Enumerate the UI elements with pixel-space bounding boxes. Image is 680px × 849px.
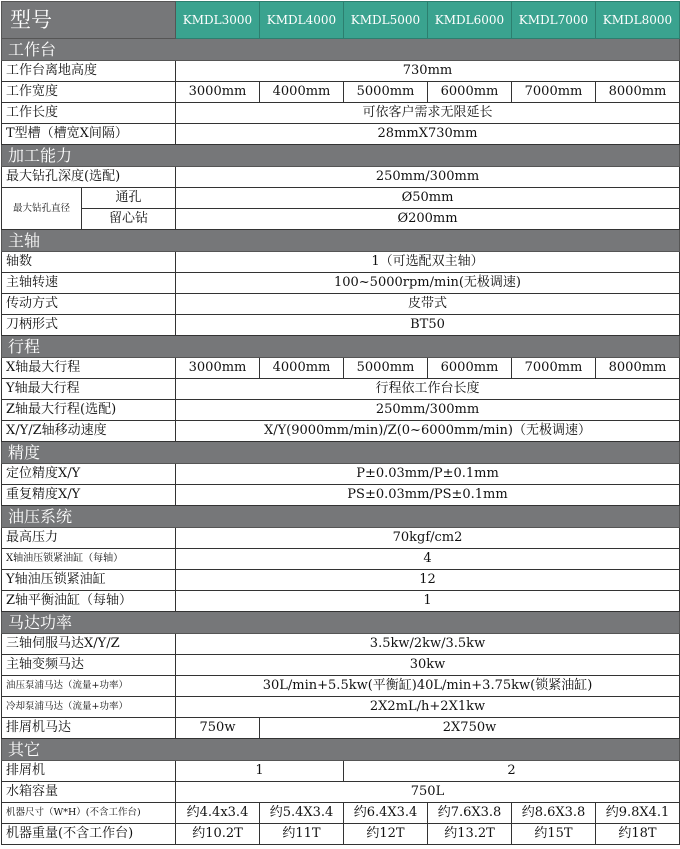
row-value: 750w [176,718,260,739]
row-label: 冷却泵浦马达（流量+功率） [2,697,176,718]
model-name: KMDL7000 [512,2,596,39]
table-row [2,273,680,294]
row-label: 工作长度 [2,103,176,124]
table-row [2,570,680,591]
row-label: 重复精度X/Y [2,485,176,506]
section-title: 精度 [2,442,680,464]
section-title: 工作台 [2,39,680,61]
table-row [2,697,680,718]
row-value: 4000mm [260,82,344,103]
section-title: 加工能力 [2,145,680,167]
row-value: 8000mm [596,82,680,103]
table-row [2,676,680,697]
row-label: Z轴最大行程(选配) [2,400,176,421]
table-row [2,485,680,506]
row-label: 排屑机马达 [2,718,176,739]
row-label: 主轴变频马达 [2,655,176,676]
table-row [2,82,680,103]
row-label: X轴油压锁紧油缸（每轴） [2,549,176,570]
row-value: BT50 [176,315,680,336]
row-value: 5000mm [344,358,428,379]
row-label: 最大钻孔直径 [2,188,82,230]
table-row [2,252,680,273]
row-value: 250mm/300mm [176,167,680,188]
row-value: 8000mm [596,358,680,379]
row-value: 3000mm [176,358,260,379]
section-header-other [2,739,680,761]
row-value: 皮带式 [176,294,680,315]
row-label: 主轴转速 [2,273,176,294]
row-label: 三轴伺服马达X/Y/Z [2,634,176,655]
row-value: 30L/min+5.5kw(平衡缸)40L/min+3.75kw(锁紧油缸) [176,676,680,697]
row-label: 水箱容量 [2,782,176,803]
row-value: 6000mm [428,82,512,103]
table-row [2,294,680,315]
model-name: KMDL3000 [176,2,260,39]
row-value: P±0.03mm/P±0.1mm [176,464,680,485]
section-header-motor [2,612,680,634]
table-row [2,421,680,442]
row-sublabel: 通孔 [82,188,176,209]
row-value: 约18T [596,824,680,845]
row-value: 1 [176,761,344,782]
row-value: 100~5000rpm/min(无极调速) [176,273,680,294]
row-sublabel: 留心钻 [82,209,176,230]
row-value: 4 [176,549,680,570]
row-label: 最高压力 [2,528,176,549]
model-name: KMDL6000 [428,2,512,39]
section-title: 其它 [2,739,680,761]
row-value: 约8.6X3.8 [512,803,596,824]
row-value: 7000mm [512,358,596,379]
row-value: 250mm/300mm [176,400,680,421]
row-value: 5000mm [344,82,428,103]
row-value: 行程依工作台长度 [176,379,680,400]
table-row [2,167,680,188]
table-row [2,549,680,570]
row-label: Z轴平衡油缸（每轴） [2,591,176,612]
row-value: Ø50mm [176,188,680,209]
row-value: 1（可选配双主轴） [176,252,680,273]
row-label: 工作宽度 [2,82,176,103]
section-header-hydraulic [2,506,680,528]
row-label: Y轴最大行程 [2,379,176,400]
table-row [2,782,680,803]
table-row [2,61,680,82]
row-value: 28mmX730mm [176,124,680,145]
row-label: 传动方式 [2,294,176,315]
row-value: 30kw [176,655,680,676]
row-value: 70kgf/cm2 [176,528,680,549]
section-title: 行程 [2,336,680,358]
row-label: 最大钻孔深度(选配) [2,167,176,188]
row-value: 约15T [512,824,596,845]
row-value: 约13.2T [428,824,512,845]
spec-table [1,1,680,845]
table-row [2,400,680,421]
model-header-row [2,2,680,39]
table-row [2,379,680,400]
section-header-precision [2,442,680,464]
table-row [2,358,680,379]
section-header-machining [2,145,680,167]
row-value: 可依客户需求无限延长 [176,103,680,124]
row-value: PS±0.03mm/PS±0.1mm [176,485,680,506]
row-label: X轴最大行程 [2,358,176,379]
row-value: 2 [344,761,680,782]
model-name: KMDL8000 [596,2,680,39]
section-title: 马达功率 [2,612,680,634]
table-row [2,103,680,124]
table-row [2,718,680,739]
row-value: 约4.4x3.4 [176,803,260,824]
row-label: 定位精度X/Y [2,464,176,485]
row-value: 4000mm [260,358,344,379]
row-label: 工作台离地高度 [2,61,176,82]
section-header-worktable [2,39,680,61]
row-value: 约7.6X3.8 [428,803,512,824]
row-value: 7000mm [512,82,596,103]
row-label: 油压泵浦马达（流量+功率） [2,676,176,697]
table-row [2,315,680,336]
row-label: 轴数 [2,252,176,273]
row-value: 约12T [344,824,428,845]
table-row [2,761,680,782]
row-value: 750L [176,782,680,803]
section-title: 主轴 [2,230,680,252]
model-name: KMDL4000 [260,2,344,39]
row-label: 机器重量(不含工作台) [2,824,176,845]
row-value: 约10.2T [176,824,260,845]
row-value: 2X750w [260,718,680,739]
row-value: 6000mm [428,358,512,379]
row-value: 3000mm [176,82,260,103]
row-value: 12 [176,570,680,591]
table-row [2,824,680,845]
row-label: 机器尺寸（W*H）(不含工作台) [2,803,176,824]
table-row [2,124,680,145]
table-row [2,634,680,655]
row-value: 约5.4X3.4 [260,803,344,824]
row-value: 730mm [176,61,680,82]
row-value: 2X2mL/h+2X1kw [176,697,680,718]
row-label: Y轴油压锁紧油缸 [2,570,176,591]
section-header-travel [2,336,680,358]
table-row [2,803,680,824]
row-label: 刀柄形式 [2,315,176,336]
row-value: 3.5kw/2kw/3.5kw [176,634,680,655]
table-row [2,188,680,209]
table-row [2,464,680,485]
table-row [2,591,680,612]
row-value: 1 [176,591,680,612]
row-value: 约11T [260,824,344,845]
model-name: KMDL5000 [344,2,428,39]
row-value: 约6.4X3.4 [344,803,428,824]
section-title: 油压系统 [2,506,680,528]
table-row [2,209,680,230]
row-value: Ø200mm [176,209,680,230]
section-header-spindle [2,230,680,252]
row-value: X/Y(9000mm/min)/Z(0~6000mm/min)（无极调速） [176,421,680,442]
row-label: X/Y/Z轴移动速度 [2,421,176,442]
model-label: 型号 [2,2,176,39]
row-value: 约9.8X4.1 [596,803,680,824]
row-label: 排屑机 [2,761,176,782]
row-label: T型槽（槽宽X间隔） [2,124,176,145]
table-row [2,528,680,549]
table-row [2,655,680,676]
